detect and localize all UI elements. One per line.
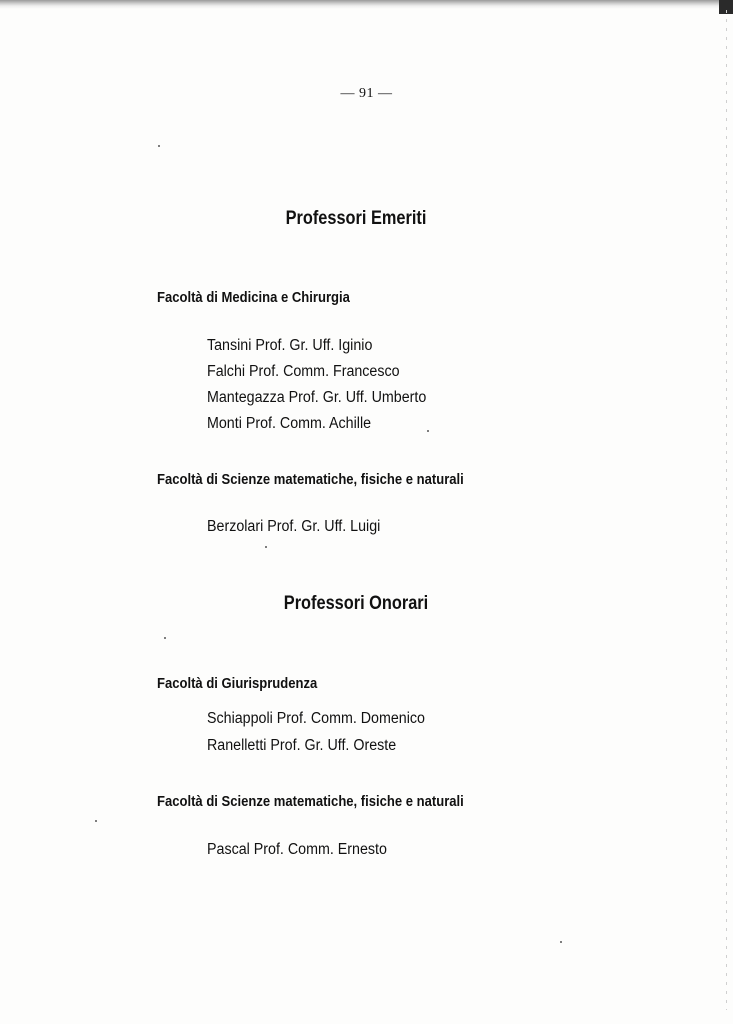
scan-speck [95,820,97,822]
scan-speck [265,546,267,548]
member-name: Monti Prof. Comm. Achille [207,415,372,432]
faculty-heading: Facoltà di Giurisprudenza [157,676,318,692]
faculty-heading: Facoltà di Medicina e Chirurgia [157,290,350,306]
scan-speck [158,145,160,147]
member-name: Ranelletti Prof. Gr. Uff. Oreste [207,737,397,754]
scan-speck [164,637,166,639]
scan-speck [427,430,429,432]
section-title-emeriti: Professori Emeriti [285,208,427,229]
scan-right-edge [726,10,727,1010]
member-name: Pascal Prof. Comm. Ernesto [207,841,387,858]
faculty-heading: Facoltà di Scienze matematiche, fisiche e naturali [157,794,464,810]
member-name: Tansini Prof. Gr. Uff. Iginio [207,337,373,354]
scan-speck [560,941,562,943]
member-name: Berzolari Prof. Gr. Uff. Luigi [207,518,381,535]
member-name: Schiappoli Prof. Comm. Domenico [207,710,425,727]
faculty-heading: Facoltà di Scienze matematiche, fisiche e naturali [157,472,464,488]
section-title-onorari: Professori Onorari [283,593,429,614]
member-name: Falchi Prof. Comm. Francesco [207,363,400,380]
scan-top-edge [0,0,733,9]
member-name: Mantegazza Prof. Gr. Uff. Umberto [207,389,427,406]
page-number: — 91 — [340,86,393,101]
